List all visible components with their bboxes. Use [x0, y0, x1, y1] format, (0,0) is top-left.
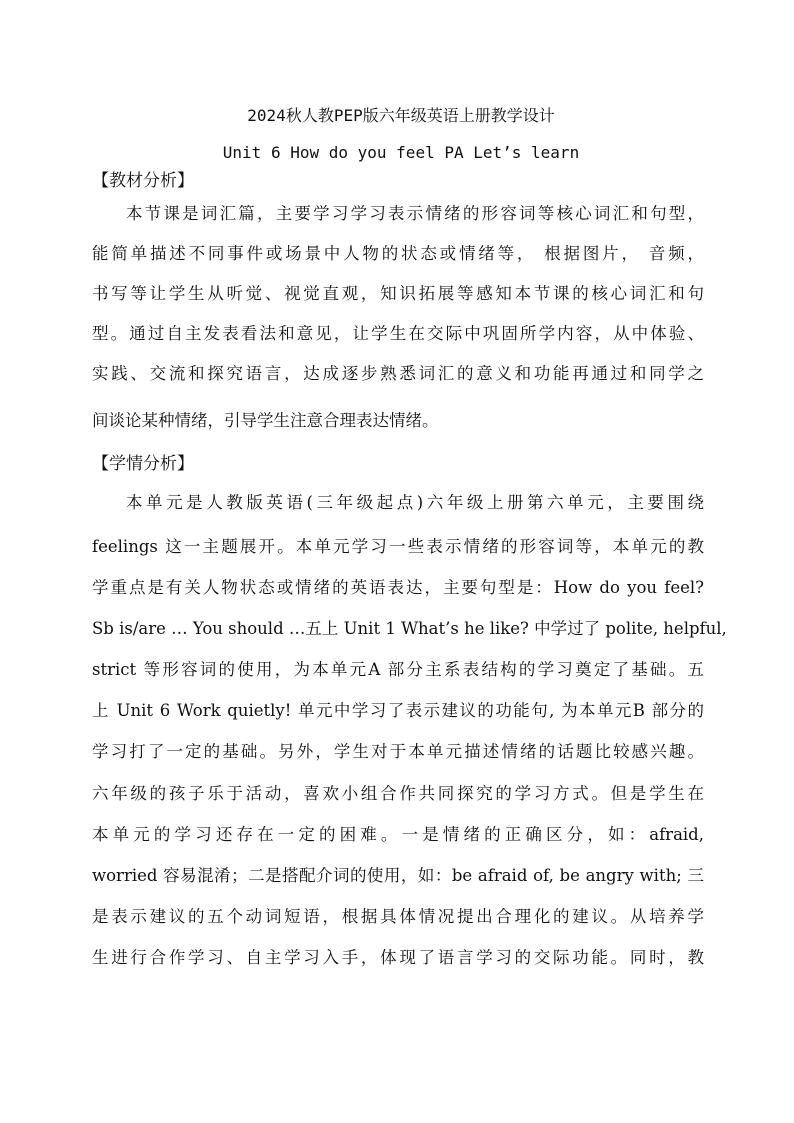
paragraph-line: 书写等让学生从听觉、视觉直观，知识拓展等感知本节课的核心词汇和句	[92, 284, 704, 303]
paragraph-line: 本单元的学习还存在一定的困难。一是情绪的正确区分，如：afraid,	[92, 825, 704, 844]
paragraph-line: Sb is/are … You should …五上 Unit 1 What’s he like? 中学过了 polite, helpful,	[92, 619, 727, 638]
document-title: 2024秋人教PEP版六年级英语上册教学设计	[247, 106, 555, 125]
paragraph-line: 实践、交流和探究语言，达成逐步熟悉词汇的意义和功能再通过和同学之	[92, 364, 704, 383]
paragraph-line: 学重点是有关人物状态或情绪的英语表达，主要句型是：How do you feel?	[92, 578, 704, 597]
paragraph-line: worried 容易混淆；二是搭配介词的使用，如：be afraid of, be angry with; 三	[92, 866, 704, 885]
paragraph-line: 间谈论某种情绪，引导学生注意合理表达情绪。	[92, 411, 439, 430]
paragraph-line: feelings 这一主题展开。本单元学习一些表示情绪的形容词等，本单元的教	[92, 537, 704, 556]
paragraph-line: 型。通过自主发表看法和意见，让学生在交际中巩固所学内容，从中体验、	[92, 324, 704, 343]
paragraph-line: strict 等形容词的使用，为本单元A 部分主系表结构的学习奠定了基础。五	[92, 660, 704, 679]
paragraph-line: 能简单描述不同事件或场景中人物的状态或情绪等， 根据图片， 音频，	[92, 244, 704, 263]
paragraph-line: 上 Unit 6 Work quietly! 单元中学习了表示建议的功能句, 为本单元B 部分的	[92, 701, 704, 720]
section-heading-student-analysis: 【学情分析】	[92, 454, 194, 474]
paragraph-line: 本单元是人教版英语(三年级起点)六年级上册第六单元，主要围绕	[126, 493, 704, 512]
paragraph-line: 是表示建议的五个动词短语，根据具体情况提出合理化的建议。从培养学	[92, 907, 704, 926]
document-subtitle: Unit 6 How do you feel PA Let’s learn	[222, 143, 580, 162]
paragraph-line: 六年级的孩子乐于活动，喜欢小组合作共同探究的学习方式。但是学生在	[92, 784, 704, 803]
paragraph-line: 学习打了一定的基础。另外，学生对于本单元描述情绪的话题比较感兴趣。	[92, 742, 704, 761]
paragraph-line: 本节课是词汇篇，主要学习学习表示情绪的形容词等核心词汇和句型，	[126, 204, 704, 223]
section-heading-textbook-analysis: 【教材分析】	[92, 171, 194, 191]
paragraph-line: 生进行合作学习、自主学习入手，体现了语言学习的交际功能。同时，教	[92, 948, 704, 967]
